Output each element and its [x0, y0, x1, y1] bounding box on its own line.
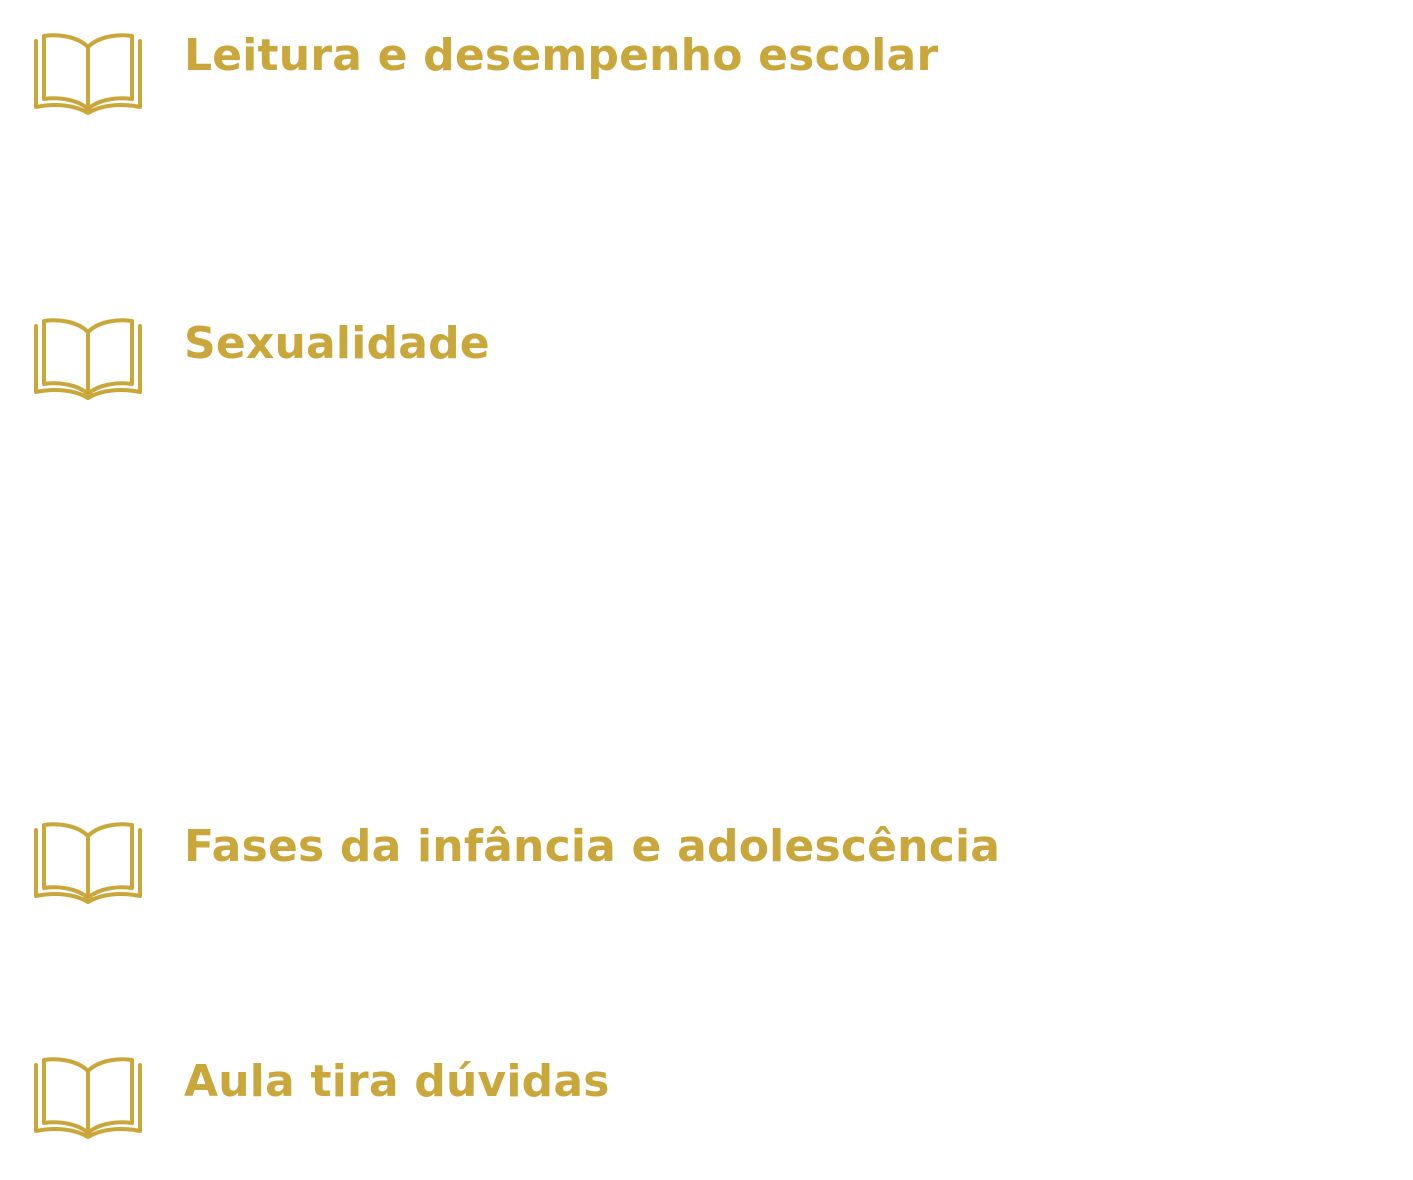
open-book-icon	[33, 316, 143, 400]
topic-item-sexuality	[0, 316, 1413, 416]
topic-title: Aula tira dúvidas	[184, 1056, 610, 1107]
topic-title: Fases da infância e adolescência	[184, 821, 1001, 872]
topic-title: Leitura e desempenho escolar	[184, 30, 939, 81]
open-book-icon	[33, 31, 143, 115]
topic-title: Sexualidade	[184, 318, 490, 369]
topic-item-reading	[0, 31, 1413, 131]
topic-item-qa-class	[0, 1055, 1413, 1155]
open-book-icon	[33, 1055, 143, 1139]
open-book-icon	[33, 820, 143, 904]
topic-item-phases	[0, 820, 1413, 920]
